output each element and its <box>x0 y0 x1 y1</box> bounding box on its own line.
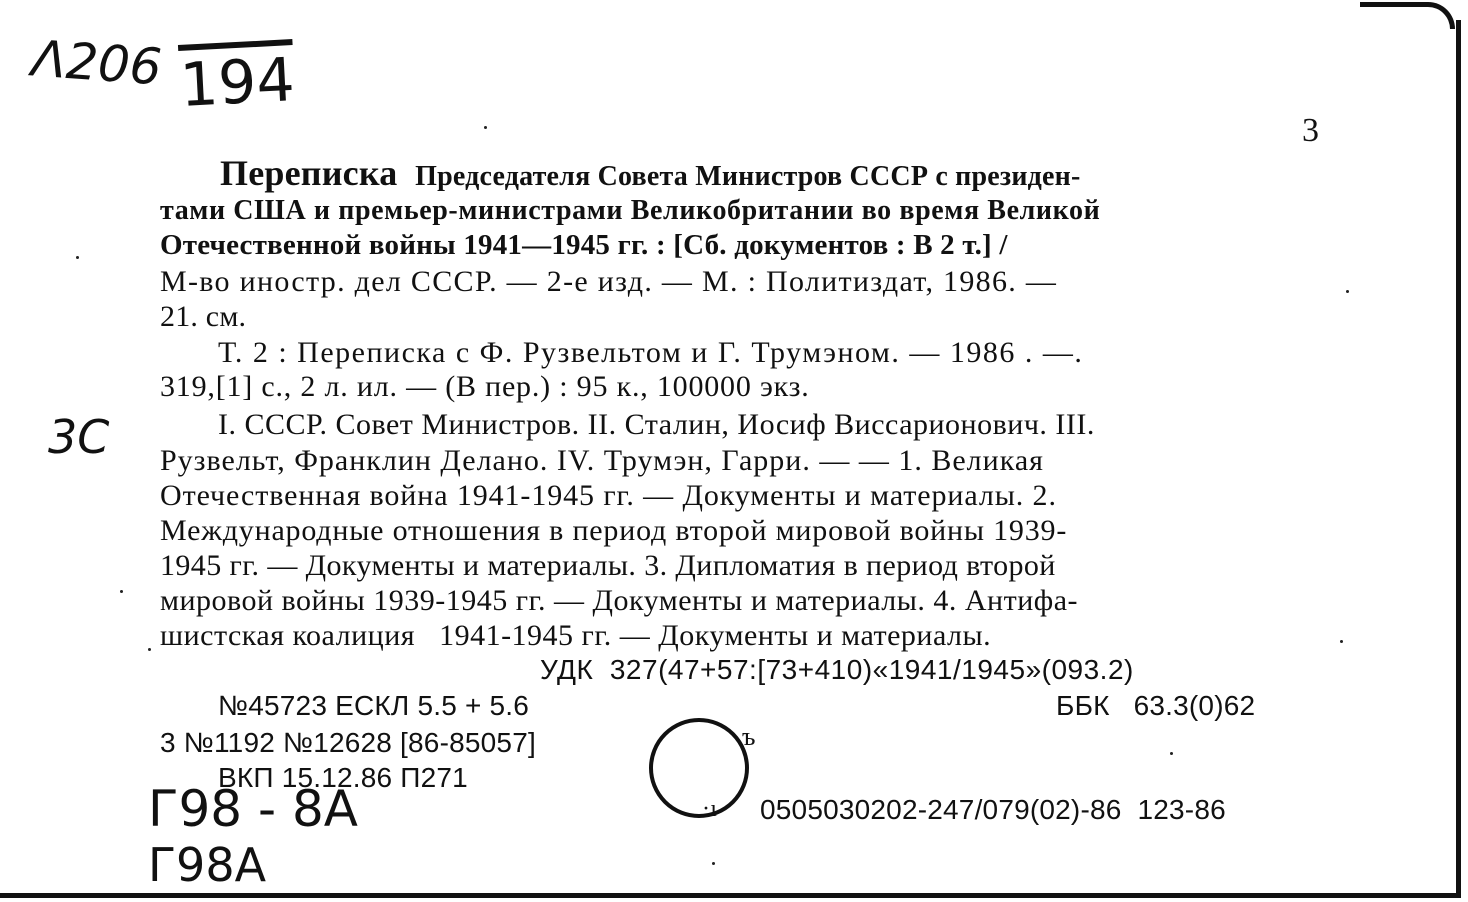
card-border-bottom <box>0 893 1461 898</box>
tracing-line3: Отечественная война 1941-1945 гг. — Документы и материалы. 2. <box>160 479 1057 512</box>
tracing-line2: Рузвельт, Франклин Делано. IV. Трумэн, Гарри. — — 1. Великая <box>160 444 1044 477</box>
title-line1 <box>220 152 1081 194</box>
catalog-code: 0505030202-247/079(02)-86 123-86 <box>760 794 1226 825</box>
scan-speck <box>1170 752 1173 755</box>
tracing-line7: шистская коалиция 1941-1945 гг. — Документы и материалы. <box>160 619 992 652</box>
handwritten-top-code: Λ206 <box>30 29 164 97</box>
scan-speck <box>148 648 151 651</box>
title-line1-rest: Председателя Совета Министров СССР с президен- <box>415 161 1081 192</box>
title-line2: тами США и премьер-министрами Великобритании во время Великой <box>160 195 1101 226</box>
tracing-line4: Международные отношения в период второй мировой войны 1939- <box>160 514 1068 547</box>
card-border-top-corner <box>1360 2 1455 29</box>
tracing-line5: 1945 гг. — Документы и материалы. 3. Дипломатия в период второй <box>160 549 1056 582</box>
registry-line3: ВКП 15.12.86 П271 <box>218 762 468 793</box>
scan-speck <box>76 256 79 259</box>
imprint-line1: М-во иностр. дел СССР. — 2-е изд. — М. : Политиздат, 1986. — <box>160 265 1058 298</box>
scan-speck <box>712 862 715 865</box>
handwritten-bottom-line2: Г98А <box>148 838 267 892</box>
volume-line2: 319,[1] с., 2 л. ил. — (В пер.) : 95 к., 100000 экз. <box>160 370 810 403</box>
registry-line1: №45723 ЕСКЛ 5.5 + 5.6 <box>218 690 529 721</box>
page-number: 3 <box>1302 112 1320 149</box>
tracing-line6: мировой войны 1939-1945 гг. — Документы и материалы. 4. Антифа- <box>160 584 1079 617</box>
catalog-code-prefix: ·ı <box>702 796 718 822</box>
handwritten-top-number: 194 <box>178 45 297 121</box>
title-line3 <box>160 229 1008 262</box>
circle-stamp <box>649 718 749 818</box>
tracing-line1: I. СССР. Совет Министров. II. Сталин, Иосиф Виссарионович. III. <box>218 408 1095 441</box>
title-line3-text: Отечественной войны 1941—1945 гг. : [Сб. документов : В 2 т.] / <box>160 229 1008 261</box>
card-border-right <box>1456 20 1461 896</box>
bbk-code: ББК 63.3(0)62 <box>1056 690 1256 721</box>
scan-speck <box>1346 290 1349 293</box>
volume-line1: Т. 2 : Переписка с Ф. Рузвельтом и Г. Трумэном. — 1986 . —. <box>218 336 1084 369</box>
registry-line2: 3 №1192 №12628 [86-85057] <box>160 727 536 758</box>
udk-code: УДК 327(47+57:[73+410)«1941/1945»(093.2) <box>540 654 1134 685</box>
handwritten-margin-mark: 3С <box>48 410 110 464</box>
scan-speck <box>1340 640 1343 643</box>
imprint-line2: 21. см. <box>160 300 247 333</box>
scan-speck <box>484 126 487 129</box>
title-heading-word: Переписка <box>220 153 398 193</box>
handwritten-bottom-line1: Г98 - 8А <box>148 780 358 838</box>
registry-line2-tail: ъ <box>742 722 756 751</box>
scan-speck <box>120 590 123 593</box>
